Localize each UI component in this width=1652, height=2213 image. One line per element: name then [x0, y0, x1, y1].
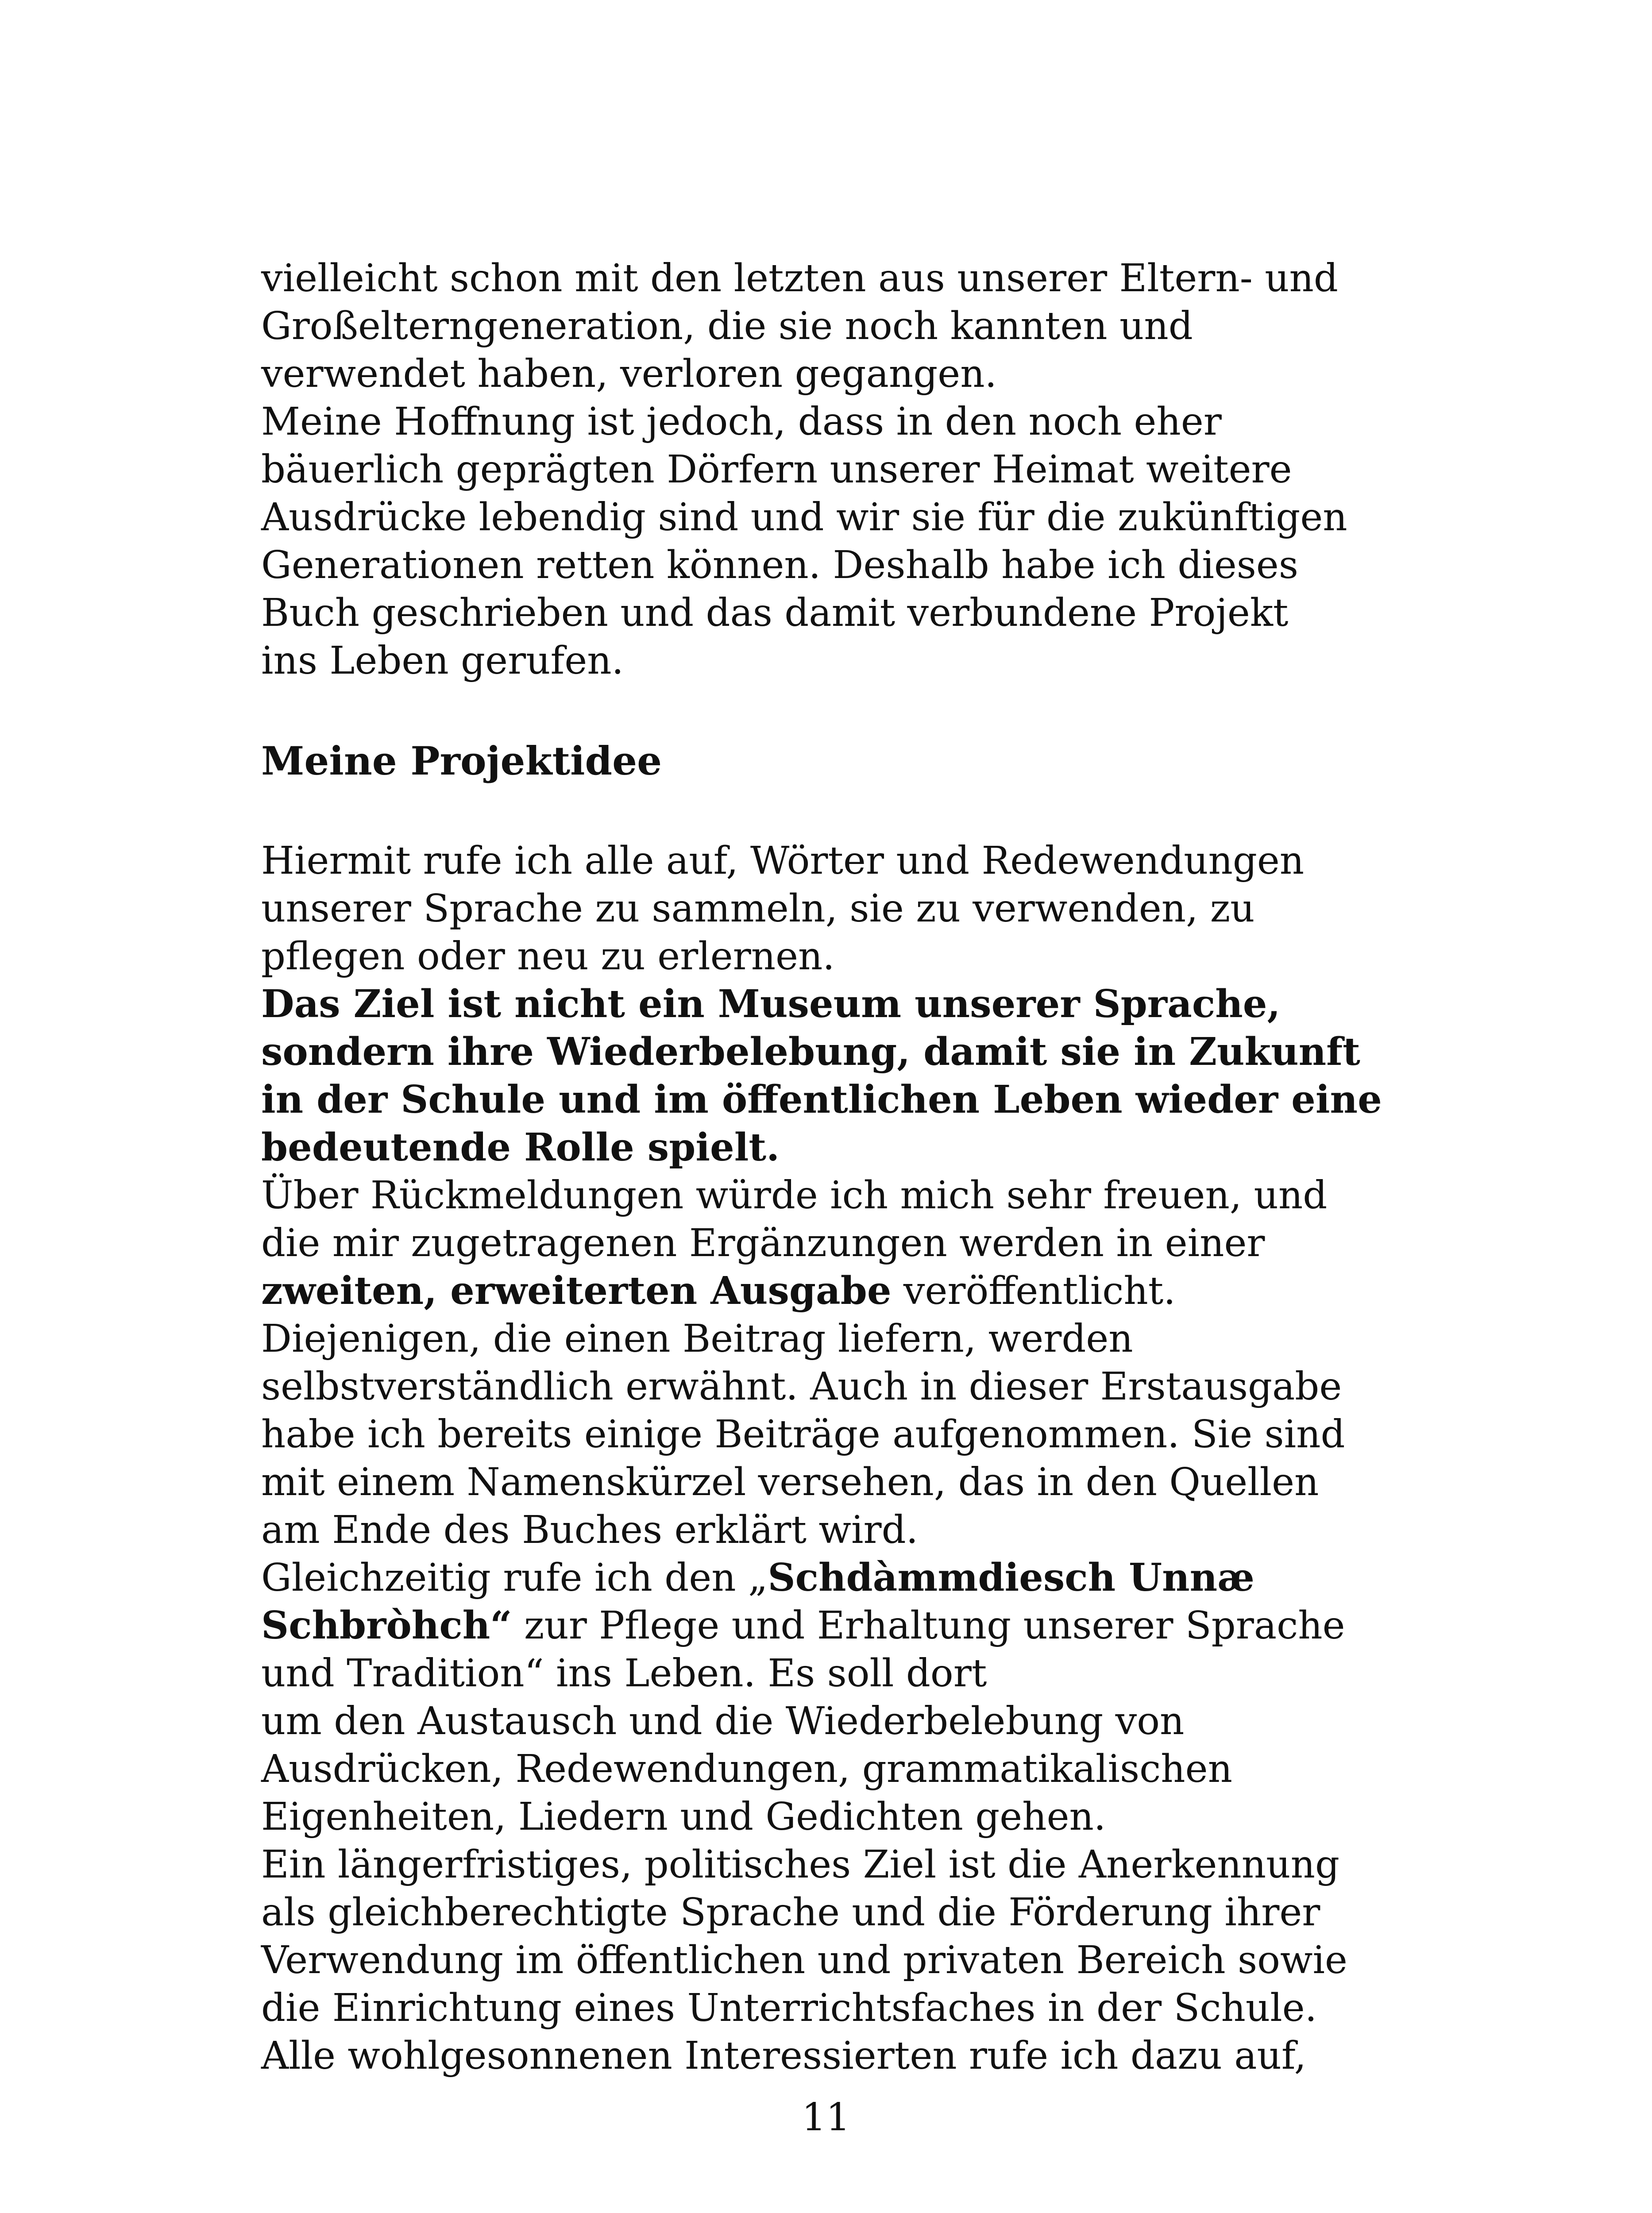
section-heading: Meine Projektidee — [261, 738, 662, 784]
text-line: Verwendung im öffentlichen und privaten Bereich sowie — [261, 1938, 1347, 1982]
text-line: selbstverständlich erwähnt. Auch in dieser Erstausgabe — [261, 1365, 1342, 1409]
text-line: Ein längerfristiges, politisches Ziel ist die Anerkennung — [261, 1843, 1340, 1887]
text-line: Eigenheiten, Liedern und Gedichten gehen. — [261, 1795, 1106, 1839]
text-line: Meine Hoffnung ist jedoch, dass in den noch eher — [261, 400, 1222, 444]
text-line: ins Leben gerufen. — [261, 639, 624, 683]
text-line: Großelterngeneration, die sie noch kannten und — [261, 304, 1193, 348]
group-line — [261, 1554, 1403, 1602]
edition-line — [261, 1267, 1403, 1315]
text-line: um den Austausch und die Wiederbelebung von — [261, 1699, 1185, 1743]
group-name-part1: Schdàmmdiesch Unnæ — [768, 1555, 1255, 1600]
text-line: am Ende des Buches erklärt wird. — [261, 1508, 919, 1552]
text-line: mit einem Namenskürzel versehen, das in den Quellen — [261, 1460, 1319, 1504]
edition-rest: veröffentlicht. — [891, 1269, 1176, 1313]
goal-line: sondern ihre Wiederbelebung, damit sie in Zukunft — [261, 1029, 1360, 1074]
intro-paragraph — [261, 254, 1403, 685]
text-line: Buch geschrieben und das damit verbundene Projekt — [261, 591, 1289, 635]
group-suffix: zur Pflege und Erhaltung unserer Sprache — [512, 1604, 1345, 1648]
text-line: vielleicht schon mit den letzten aus unserer Eltern- und — [261, 256, 1338, 301]
goal-line: Das Ziel ist nicht ein Museum unserer Sprache, — [261, 982, 1281, 1026]
text-line: Über Rückmeldungen würde ich mich sehr freuen, und — [261, 1173, 1328, 1218]
text-line: und Tradition“ ins Leben. Es soll dort — [261, 1651, 987, 1696]
text-line: die Einrichtung eines Unterrichtsfaches in der Schule. — [261, 1986, 1317, 2030]
text-line: Generationen retten können. Deshalb habe ich dieses — [261, 543, 1298, 587]
group-prefix: Gleichzeitig rufe ich den „ — [261, 1556, 768, 1600]
page-number: 11 — [802, 2095, 850, 2140]
text-line: Hiermit rufe ich alle auf, Wörter und Redewendungen — [261, 839, 1305, 883]
goal-line: bedeutende Rolle spielt. — [261, 1125, 780, 1170]
text-line: verwendet haben, verloren gegangen. — [261, 352, 997, 396]
text-line: bäuerlich geprägten Dörfern unserer Heimat weitere — [261, 447, 1292, 492]
text-line: habe ich bereits einige Beiträge aufgenommen. Sie sind — [261, 1412, 1345, 1457]
text-line: Ausdrücke lebendig sind und wir sie für die zukünftigen — [261, 495, 1347, 540]
text-line: Diejenigen, die einen Beitrag liefern, werden — [261, 1317, 1133, 1361]
page-body — [261, 254, 1403, 2080]
edition-emphasis: zweiten, erweiterten Ausgabe — [261, 1268, 892, 1313]
text-line: die mir zugetragenen Ergänzungen werden in einer — [261, 1221, 1265, 1265]
text-line: unserer Sprache zu sammeln, sie zu verwenden, zu — [261, 887, 1255, 931]
group-line — [261, 1602, 1403, 1650]
project-paragraph — [261, 837, 1403, 2080]
goal-line: in der Schule und im öffentlichen Leben wieder eine — [261, 1077, 1382, 1122]
text-line: als gleichberechtigte Sprache und die Förderung ihrer — [261, 1890, 1320, 1935]
text-line: pflegen oder neu zu erlernen. — [261, 934, 835, 979]
text-line: Alle wohlgesonnenen Interessierten rufe ich dazu auf, — [261, 2034, 1307, 2078]
text-line: Ausdrücken, Redewendungen, grammatikalischen — [261, 1747, 1232, 1791]
group-name-part2: Schbròhch“ — [261, 1603, 512, 1648]
